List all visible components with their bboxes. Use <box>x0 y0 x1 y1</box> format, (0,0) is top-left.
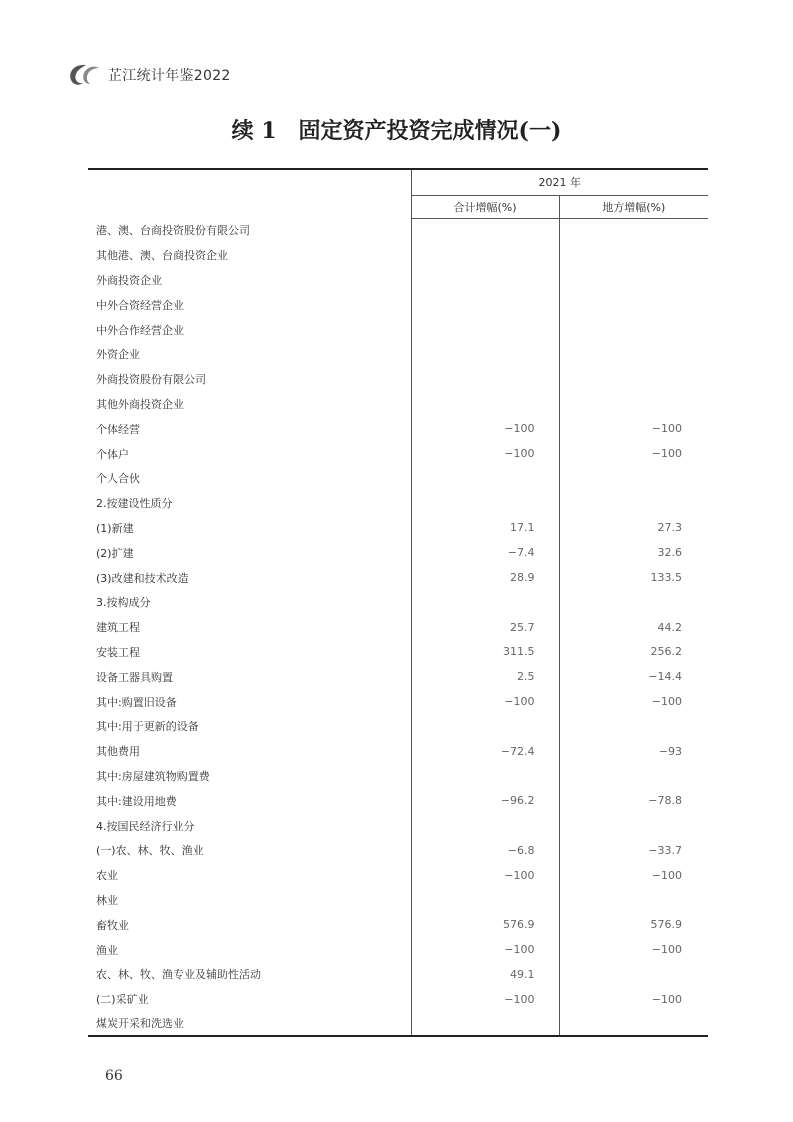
local-growth-value: −100 <box>559 416 708 441</box>
table-row <box>88 788 708 813</box>
table-row <box>88 813 708 838</box>
local-growth-value: 133.5 <box>559 565 708 590</box>
table-row <box>88 342 708 367</box>
year-header: 2021 年 <box>411 169 708 195</box>
row-label: 设备工器具购置 <box>96 670 173 684</box>
local-growth-value: −14.4 <box>559 664 708 689</box>
local-growth-value <box>559 813 708 838</box>
table-row <box>88 317 708 342</box>
total-growth-value <box>411 317 559 342</box>
local-growth-value <box>559 962 708 987</box>
row-label: 煤炭开采和洗选业 <box>96 1017 184 1031</box>
local-growth-value <box>559 491 708 516</box>
local-growth-value: −100 <box>559 987 708 1012</box>
table-row <box>88 540 708 565</box>
table-row <box>88 491 708 516</box>
row-label: (2)扩建 <box>96 546 134 560</box>
total-growth-value <box>411 466 559 491</box>
yearbook-logo-icon <box>66 62 102 88</box>
total-growth-value: −7.4 <box>411 540 559 565</box>
total-growth-value: 2.5 <box>411 664 559 689</box>
total-growth-value <box>411 243 559 268</box>
local-growth-value <box>559 714 708 739</box>
row-label: 其他费用 <box>96 745 140 759</box>
row-label: (1)新建 <box>96 521 134 535</box>
table-row <box>88 838 708 863</box>
row-label: 港、澳、台商投资股份有限公司 <box>96 224 250 238</box>
local-growth-value <box>559 218 708 243</box>
local-growth-value: 576.9 <box>559 912 708 937</box>
row-label: 其中:用于更新的设备 <box>96 720 199 734</box>
local-growth-value <box>559 888 708 913</box>
table-row <box>88 615 708 640</box>
local-growth-value <box>559 764 708 789</box>
total-growth-value <box>411 342 559 367</box>
total-growth-value: −72.4 <box>411 739 559 764</box>
row-label: 建筑工程 <box>96 621 140 635</box>
local-growth-value: −100 <box>559 689 708 714</box>
row-label: 2.按建设性质分 <box>96 497 173 511</box>
local-growth-value <box>559 268 708 293</box>
total-growth-value <box>411 292 559 317</box>
row-label: 林业 <box>96 893 118 907</box>
local-growth-value: −100 <box>559 441 708 466</box>
table-row <box>88 689 708 714</box>
table-row <box>88 590 708 615</box>
row-label: 其中:房屋建筑物购置费 <box>96 769 210 783</box>
local-growth-value <box>559 342 708 367</box>
row-label: 其中:建设用地费 <box>96 794 177 808</box>
table-row <box>88 962 708 987</box>
local-growth-value <box>559 243 708 268</box>
row-label: 农、林、牧、渔专业及辅助性活动 <box>96 968 261 982</box>
total-growth-value <box>411 491 559 516</box>
row-label: (二)采矿业 <box>96 993 149 1007</box>
row-label: (3)改建和技术改造 <box>96 571 189 585</box>
total-growth-value: −100 <box>411 863 559 888</box>
total-growth-value: −100 <box>411 937 559 962</box>
local-growth-value <box>559 1012 708 1037</box>
table-row <box>88 1012 708 1037</box>
total-growth-value: 576.9 <box>411 912 559 937</box>
total-growth-value <box>411 392 559 417</box>
table-row <box>88 764 708 789</box>
table-row <box>88 912 708 937</box>
local-growth-value <box>559 392 708 417</box>
local-growth-value <box>559 590 708 615</box>
total-growth-value <box>411 888 559 913</box>
total-growth-value <box>411 1012 559 1037</box>
col-total-growth: 合计增幅(%) <box>411 195 559 218</box>
table-row <box>88 937 708 962</box>
row-label: 中外合资经营企业 <box>96 298 184 312</box>
total-growth-value <box>411 813 559 838</box>
total-growth-value: −6.8 <box>411 838 559 863</box>
total-growth-value <box>411 268 559 293</box>
total-growth-value: 311.5 <box>411 640 559 665</box>
row-label: 其他外商投资企业 <box>96 397 184 411</box>
row-label: 其中:购置旧设备 <box>96 695 177 709</box>
local-growth-value <box>559 317 708 342</box>
local-growth-value: −100 <box>559 937 708 962</box>
table-row <box>88 268 708 293</box>
total-growth-value <box>411 367 559 392</box>
table-row <box>88 888 708 913</box>
total-growth-value <box>411 714 559 739</box>
total-growth-value: −100 <box>411 441 559 466</box>
total-growth-value: −96.2 <box>411 788 559 813</box>
row-label: 渔业 <box>96 943 118 957</box>
total-growth-value: 49.1 <box>411 962 559 987</box>
table-row <box>88 664 708 689</box>
row-label: 3.按构成分 <box>96 596 151 610</box>
page-title: 续 1 固定资产投资完成情况(一) <box>231 118 562 144</box>
total-growth-value <box>411 590 559 615</box>
local-growth-value <box>559 466 708 491</box>
row-label: 安装工程 <box>96 645 140 659</box>
local-growth-value: −93 <box>559 739 708 764</box>
page-number: 66 <box>105 1068 123 1084</box>
total-growth-value: −100 <box>411 689 559 714</box>
table-row <box>88 714 708 739</box>
row-label: 中外合作经营企业 <box>96 323 184 337</box>
local-growth-value <box>559 367 708 392</box>
local-growth-value: −78.8 <box>559 788 708 813</box>
row-label: 个体经营 <box>96 422 140 436</box>
row-label: 个体户 <box>96 447 129 461</box>
table-row <box>88 640 708 665</box>
table-row <box>88 516 708 541</box>
total-growth-value: 28.9 <box>411 565 559 590</box>
row-label: 农业 <box>96 869 118 883</box>
row-label: 个人合伙 <box>96 472 140 486</box>
col-local-growth: 地方增幅(%) <box>559 195 708 218</box>
table-row <box>88 292 708 317</box>
row-label: 外商投资股份有限公司 <box>96 373 206 387</box>
row-label: (一)农、林、牧、渔业 <box>96 844 204 858</box>
row-label: 外资企业 <box>96 348 140 362</box>
row-label-header <box>88 169 411 218</box>
table-row <box>88 739 708 764</box>
local-growth-value <box>559 292 708 317</box>
table-row <box>88 863 708 888</box>
table-row <box>88 466 708 491</box>
row-label: 其他港、澳、台商投资企业 <box>96 249 228 263</box>
table-row <box>88 987 708 1012</box>
local-growth-value: 44.2 <box>559 615 708 640</box>
total-growth-value: −100 <box>411 987 559 1012</box>
row-label: 外商投资企业 <box>96 273 162 287</box>
total-growth-value <box>411 764 559 789</box>
row-label: 畜牧业 <box>96 918 129 932</box>
table-row <box>88 243 708 268</box>
local-growth-value: 32.6 <box>559 540 708 565</box>
page-header <box>66 62 231 88</box>
table-row <box>88 441 708 466</box>
table-row <box>88 367 708 392</box>
table-row <box>88 416 708 441</box>
table-row <box>88 392 708 417</box>
table-row <box>88 218 708 243</box>
total-growth-value: −100 <box>411 416 559 441</box>
total-growth-value <box>411 218 559 243</box>
total-growth-value: 25.7 <box>411 615 559 640</box>
local-growth-value: 27.3 <box>559 516 708 541</box>
local-growth-value: −33.7 <box>559 838 708 863</box>
total-growth-value: 17.1 <box>411 516 559 541</box>
local-growth-value: −100 <box>559 863 708 888</box>
yearbook-title: 芷江统计年鉴2022 <box>108 68 231 84</box>
investment-table <box>88 168 708 1037</box>
local-growth-value: 256.2 <box>559 640 708 665</box>
table-row <box>88 565 708 590</box>
row-label: 4.按国民经济行业分 <box>96 819 195 833</box>
